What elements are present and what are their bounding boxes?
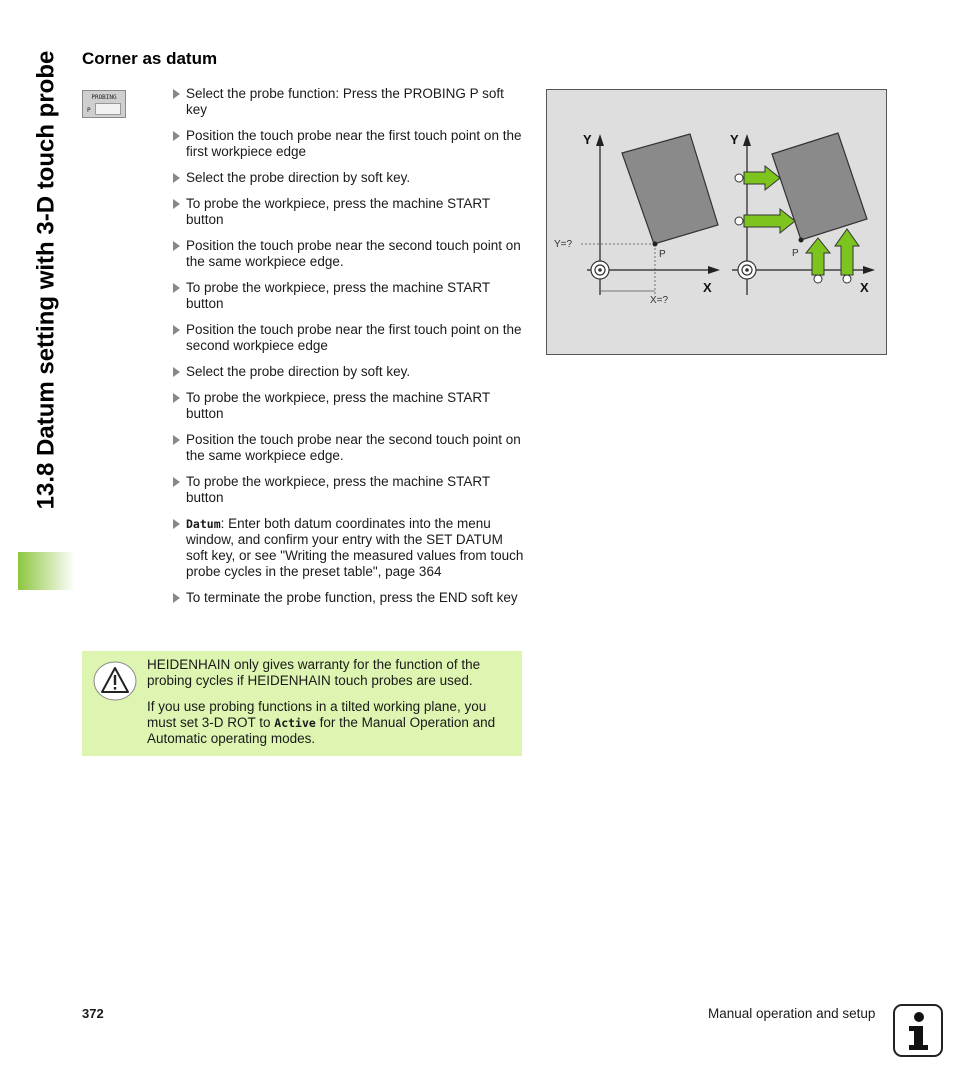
info-glyph (895, 1006, 941, 1055)
note-paragraph-1: HEIDENHAIN only gives warranty for the function of the probing cycles if HEIDENHAIN touch probes are used. (147, 657, 481, 688)
bullet-arrow-icon (173, 325, 180, 335)
softkey-letter: P (87, 107, 91, 114)
info-icon (893, 1004, 943, 1057)
right-x-axis-label: X (860, 280, 869, 295)
page-number: 372 (82, 1006, 104, 1021)
bullet-arrow-icon (173, 435, 180, 445)
bullet-arrow-icon (173, 241, 180, 251)
corner-datum-diagram (547, 90, 886, 354)
chapter-title-text: 13.8 Datum setting with 3-D touch probe (32, 50, 60, 510)
list-item: Select the probe function: Press the PROBING P soft key (172, 86, 524, 118)
right-point-label: P (792, 248, 799, 259)
bullet-arrow-icon (173, 89, 180, 99)
list-item: Position the touch probe near the second touch point on the same workpiece edge. (172, 238, 524, 270)
bullet-arrow-icon (173, 593, 180, 603)
bullet-arrow-icon (173, 131, 180, 141)
x-value-label: X=? (650, 295, 669, 306)
list-item: To probe the workpiece, press the machine START button (172, 390, 524, 422)
probing-softkey-icon (82, 90, 126, 118)
bullet-arrow-icon (173, 393, 180, 403)
right-diagram (730, 132, 875, 295)
left-diagram (554, 132, 720, 306)
right-y-axis-label: Y (730, 132, 739, 147)
left-point-label: P (659, 249, 666, 260)
warning-note (82, 651, 522, 756)
step-list (172, 86, 524, 616)
list-item: Position the touch probe near the first touch point on the second workpiece edge (172, 322, 524, 354)
section-heading: Corner as datum (82, 49, 218, 68)
active-code: Active (274, 716, 316, 730)
list-item: To probe the workpiece, press the machine START button (172, 280, 524, 312)
chapter-title-vertical (18, 10, 75, 550)
bullet-arrow-icon (173, 283, 180, 293)
bullet-arrow-icon (173, 367, 180, 377)
list-item: To terminate the probe function, press the END soft key (172, 590, 524, 606)
footer-chapter: Manual operation and setup (708, 1006, 876, 1021)
chapter-accent-bar (18, 552, 75, 590)
list-item-datum (172, 516, 524, 580)
warning-icon (93, 661, 137, 701)
left-y-axis-label: Y (583, 132, 592, 147)
bullet-arrow-icon (173, 199, 180, 209)
softkey-graphic (95, 103, 121, 115)
list-item: To probe the workpiece, press the machine START button (172, 474, 524, 506)
bullet-arrow-icon (173, 519, 180, 529)
note-paragraph-2: If you use probing functions in a tilted working plane, you must set 3-D ROT to Active for the Manual Operation and Automatic operating modes. (147, 699, 496, 746)
corner-datum-figure (546, 89, 887, 355)
datum-text: : Enter both datum coordinates into the menu window, and confirm your entry with the SET DATUM soft key, or see "Writing the measured values from touch probe cycles in the preset table", page 364 (186, 516, 524, 579)
list-item: To probe the workpiece, press the machine START button (172, 196, 524, 228)
softkey-label: PROBING (91, 94, 117, 101)
list-item: Position the touch probe near the first touch point on the first workpiece edge (172, 128, 524, 160)
list-item: Select the probe direction by soft key. (172, 170, 524, 186)
bullet-arrow-icon (173, 173, 180, 183)
datum-code: Datum (186, 517, 221, 531)
y-value-label: Y=? (554, 239, 573, 250)
list-item: Select the probe direction by soft key. (172, 364, 524, 380)
bullet-arrow-icon (173, 477, 180, 487)
left-x-axis-label: X (703, 280, 712, 295)
list-item: Position the touch probe near the second touch point on the same workpiece edge. (172, 432, 524, 464)
